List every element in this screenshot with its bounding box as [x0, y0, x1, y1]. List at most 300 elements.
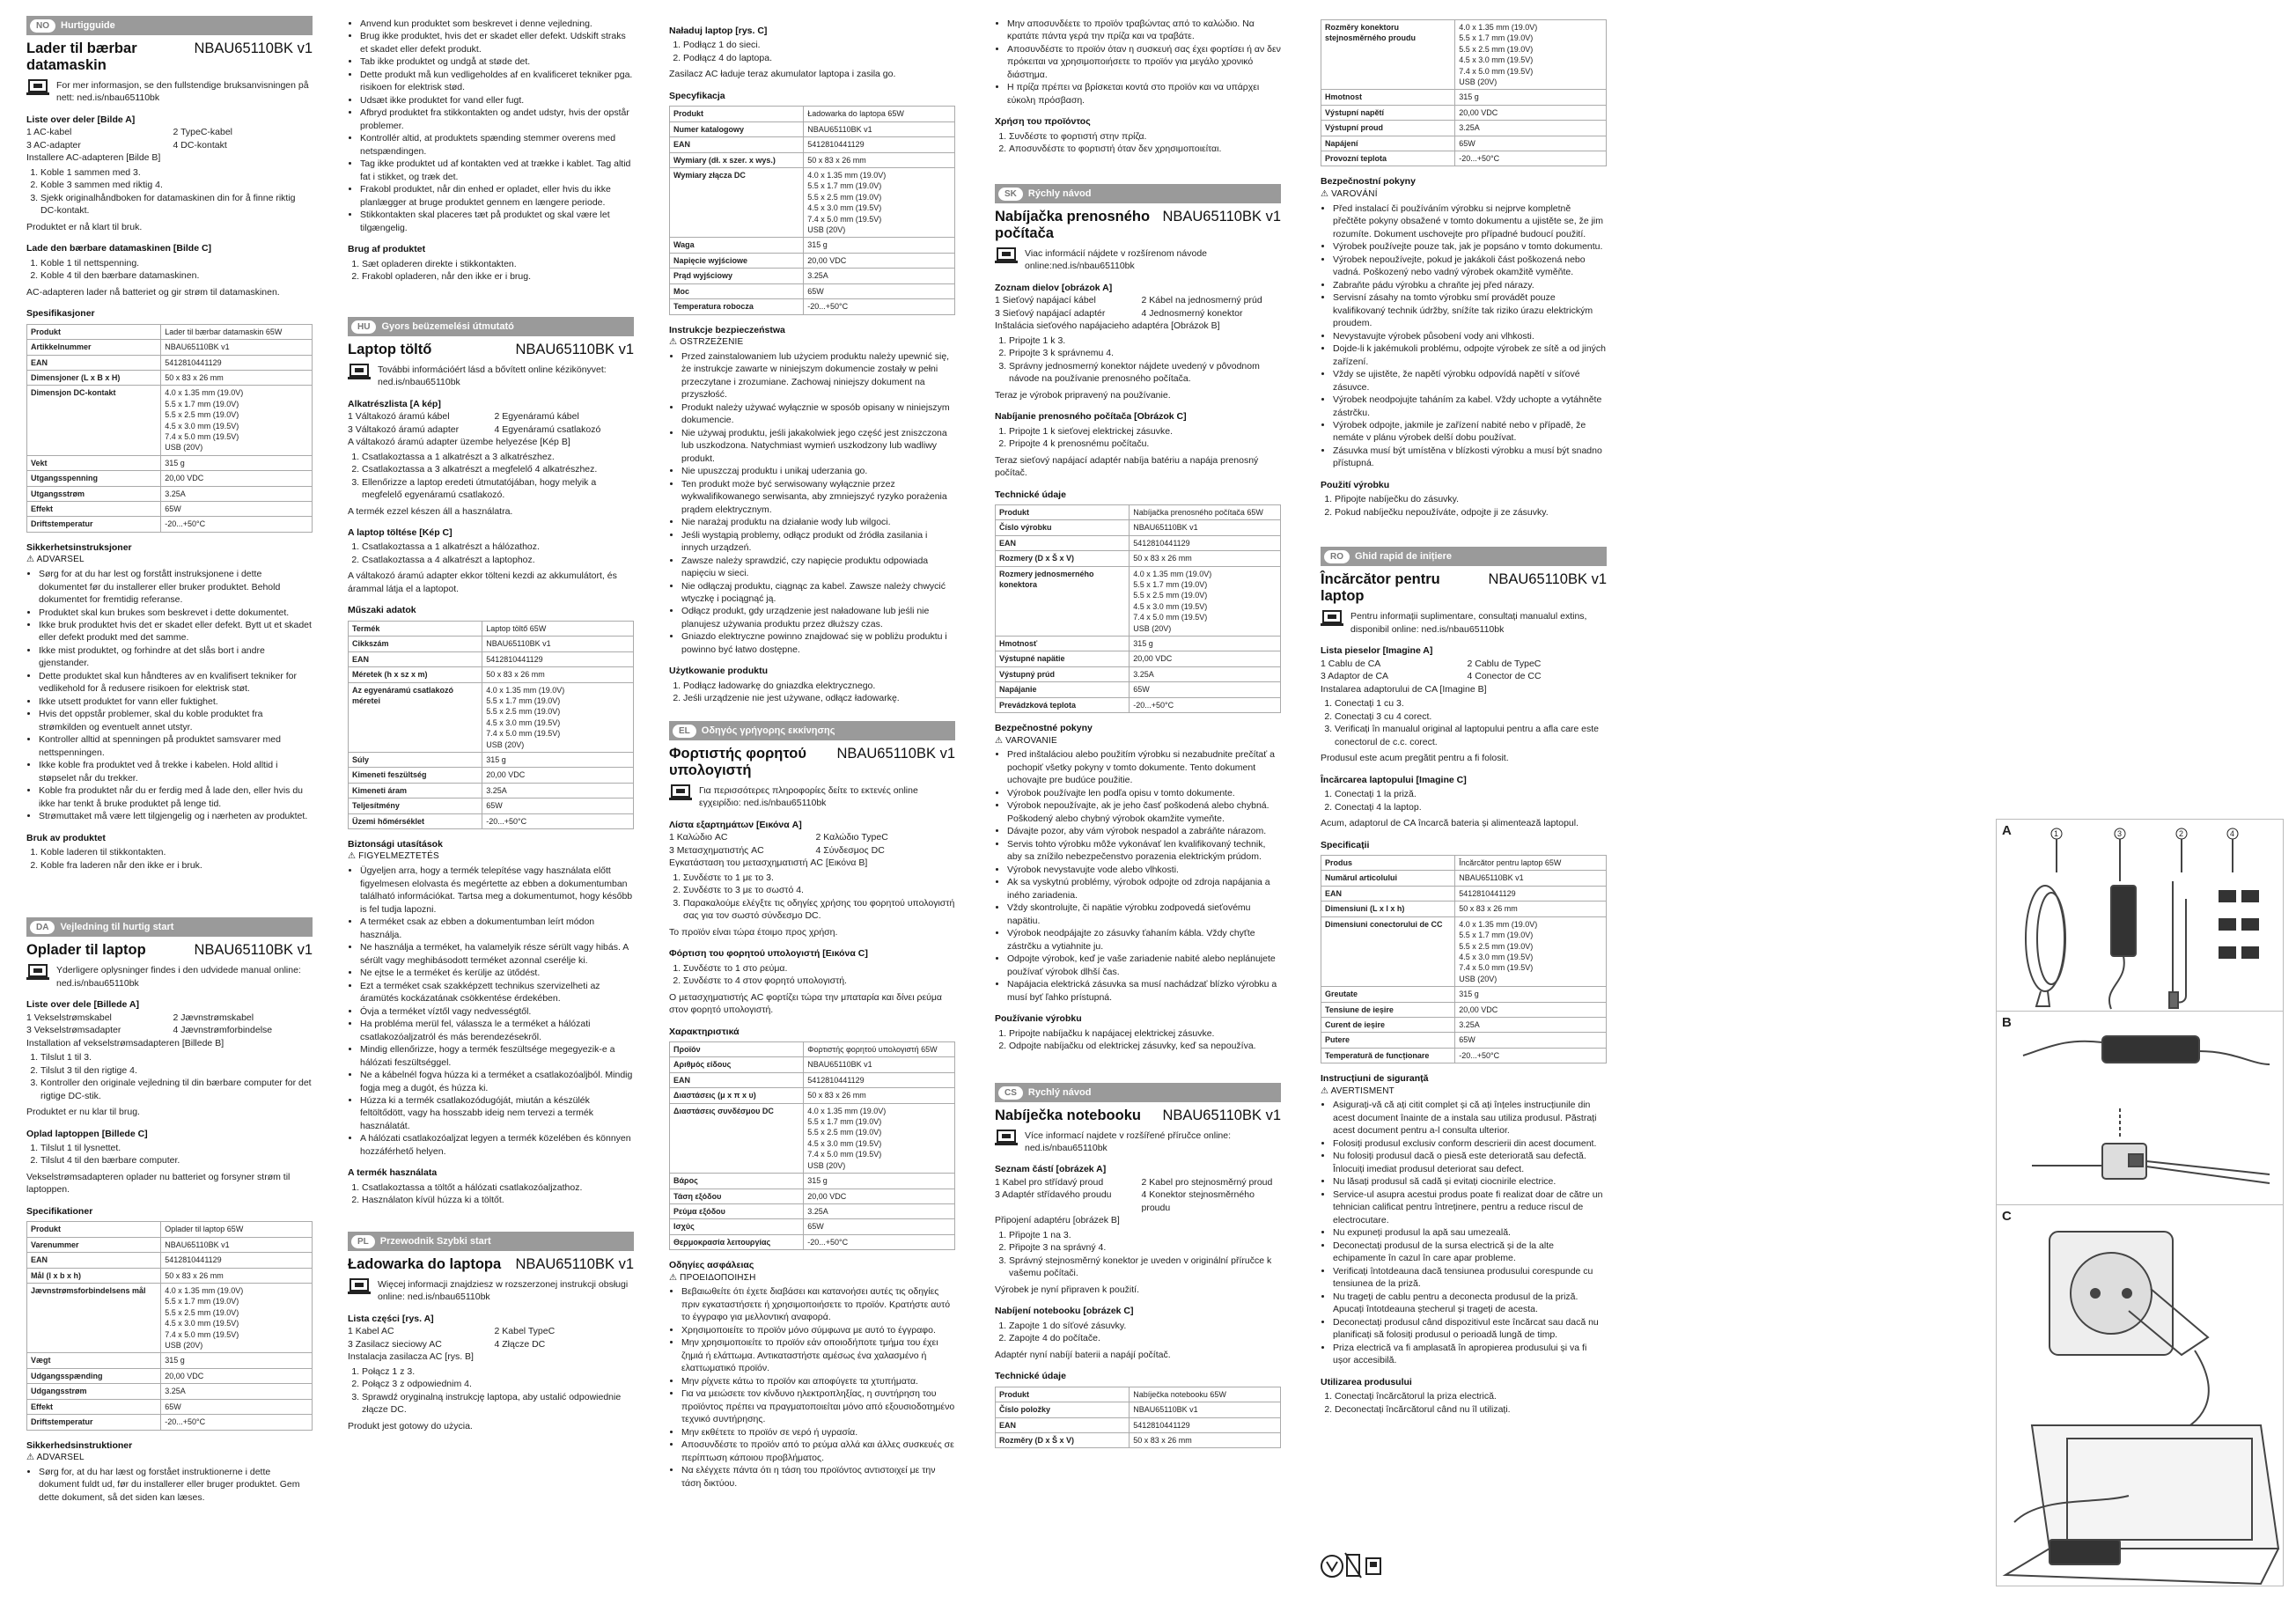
laptop-manual-icon	[348, 1278, 371, 1295]
pl-use-item: 1. Podłącz ładowarkę do gniazdka elektrycznego.	[683, 680, 955, 692]
figure-c-label: C	[2002, 1209, 2012, 1224]
el-spec-row	[670, 1088, 955, 1103]
ro-spec-key: Putere	[1321, 1033, 1455, 1048]
ro-safety-list	[1321, 1099, 1607, 1366]
no-info	[26, 79, 313, 105]
c2-safety-item: • Afbryd produktet fra stikkontakten og andet udstyr, hvis der opstår problemer.	[360, 107, 634, 132]
column-4	[995, 16, 1281, 1453]
da-spec-value: -20...+50°C	[161, 1415, 313, 1430]
da-spec-row	[27, 1368, 313, 1383]
laptop-manual-icon	[26, 964, 49, 981]
ro-spec-row	[1321, 1048, 1607, 1063]
hu-spec-table	[348, 621, 634, 829]
hu-spec-value: 20,00 VDC	[482, 768, 634, 783]
hu-charge-item: 1. Csatlakoztassa a 1 alkatrészt a hálózathoz.	[362, 541, 634, 553]
no-spec-value: -20...+50°C	[161, 517, 313, 532]
no-safety-item: • Ikke mist produktet, og forhindre at det slås bort i andre gjenstander.	[39, 644, 313, 670]
no-install-item: 3. Sjekk originalhåndboken for datamaskinen din for å finne riktig DC-kontakt.	[40, 192, 313, 217]
no-spec-row	[27, 455, 313, 470]
ro-safety-item: • Service-ul asupra acestui produs poate fi realizat doar de către un tehnician calificat pentru întreținere, pentru a reduce riscul de electrocutare.	[1333, 1189, 1607, 1226]
sk-safety-item: • Výrobok používajte len podľa opisu v tomto dokumente.	[1007, 787, 1281, 799]
ro-use-item: 2. Deconectați încărcătorul când nu îl utilizați.	[1335, 1403, 1607, 1416]
pl-spec-key: Prąd wyjściowy	[670, 269, 804, 283]
pl-spec-value: Ładowarka do laptopa 65W	[804, 107, 955, 121]
no-safety-item: • Ikke bruk produktet hvis det er skadet eller defekt. Bytt ut et skadet eller defekt produkt med det samme.	[39, 619, 313, 644]
c5-spec-row	[1321, 151, 1607, 166]
ro-charge-note: Acum, adaptorul de CA încarcă bateria și alimentează laptopul.	[1321, 818, 1579, 829]
no-spec-key: EAN	[27, 355, 161, 370]
da-charge-list	[26, 1142, 313, 1167]
pl-part: 3 Zasilacz sieciowy AC	[348, 1338, 442, 1350]
el-safety-item: • Μην χρησιμοποιείτε το προϊόν εάν οποιοδήποτε τμήμα του έχει ζημιά ή ελάττωμα. Αντικαταστήστε αμέσως ένα χαλασμένο ή ελαττωματικό προϊόν.	[681, 1336, 955, 1374]
cs-header-label: Rychlý návod	[1027, 1086, 1092, 1098]
pl-warning-label: ⚠ OSTRZEŻENIE	[669, 336, 955, 349]
el-spec-row	[670, 1057, 955, 1072]
no-part: 2 TypeC-kabel	[173, 127, 233, 138]
sk-spec-key: EAN	[996, 535, 1130, 550]
pl-part: 4 Złącze DC	[494, 1338, 546, 1350]
el-safety-item: • Αποσυνδέστε το προϊόν από το ρεύμα αλλά και άλλες συσκευές σε περίπτωση κάποιου προβλήματος.	[681, 1439, 955, 1464]
figure-a-drawing	[1997, 820, 2283, 1024]
da-spec-table	[26, 1221, 313, 1430]
hu-spec-key: Súly	[349, 752, 482, 767]
cs-part: 2 Kabel pro stejnosměrný proud	[1141, 1176, 1273, 1188]
ro-spec-row	[1321, 871, 1607, 886]
figure-b-drawing	[1997, 1012, 2283, 1205]
cs-spec-row	[996, 1402, 1281, 1417]
pl-spec-row	[670, 168, 955, 238]
da-spec-value: 3.25A	[161, 1384, 313, 1399]
no-spec-row	[27, 471, 313, 486]
cs-spec-value: 50 x 83 x 26 mm	[1130, 1432, 1281, 1447]
c2-safety-item: • Stikkontakten skal placeres tæt på produktet og skal være let tilgængelig.	[360, 209, 634, 234]
no-spec-heading: Spesifikasjoner	[26, 308, 95, 320]
pl-charge-note: Zasilacz AC ładuje teraz akumulator laptopa i zasila go.	[669, 69, 896, 80]
el-part: 1 Καλώδιο AC	[669, 832, 728, 843]
sk-spec-heading: Technické údaje	[995, 489, 1066, 500]
no-header-bar	[26, 16, 313, 35]
ro-spec-key: Produs	[1321, 856, 1455, 871]
da-safety-heading: Sikkerhedsinstruktioner	[26, 1439, 133, 1451]
no-charge-heading: Lade den bærbare datamaskinen [Bilde C]	[26, 243, 212, 254]
ro-header-label: Ghid rapid de inițiere	[1355, 551, 1453, 563]
el-charge-item: 1. Συνδέστε το 1 στο ρεύμα.	[683, 962, 955, 975]
hu-spec-row	[349, 637, 634, 651]
no-spec-key: Utgangsspenning	[27, 471, 161, 486]
pl-safety-item: • Przed zainstalowaniem lub użyciem produktu należy upewnić się, że instrukcje zawarte w niniejszym dokumencie zostały w pełni przeczytane i zrozumiane. Zachowaj niniejszy dokument na przyszłość.	[681, 350, 955, 401]
no-spec-key: Vekt	[27, 455, 161, 470]
c5-spec-value: 20,00 VDC	[1455, 105, 1607, 120]
el-spec-row	[670, 1174, 955, 1189]
c5-spec-row	[1321, 90, 1607, 105]
hu-safety-list	[348, 865, 634, 1158]
el-part: 3 Μετασχηματιστής AC	[669, 844, 764, 856]
cs-spec-heading: Technické údaje	[995, 1371, 1066, 1382]
da-spec-row	[27, 1222, 313, 1237]
sk-spec-value: 4.0 x 1.35 mm (19.0V) 5.5 x 1.7 mm (19.0V) 5.5 x 2.5 mm (19.0V) 4.5 x 3.0 mm (19.5V) 7.4 x 5.0 mm (19.5V) USB (20V)	[1130, 566, 1281, 636]
da-spec-row	[27, 1253, 313, 1268]
el-spec-row	[670, 1203, 955, 1218]
hu-install-item: 2. Csatlakoztassa a 3 alkatrészt a megfelelő 4 alkatrészhez.	[362, 463, 634, 475]
el-spec-row	[670, 1189, 955, 1203]
no-spec-row	[27, 324, 313, 339]
el-spec-value: -20...+50°C	[804, 1234, 955, 1249]
cs-ready-text: Výrobek je nyní připraven k použití.	[995, 1284, 1140, 1295]
ro-spec-key: Greutate	[1321, 987, 1455, 1002]
pl-charge-heading: Naładuj laptop [rys. C]	[669, 26, 768, 36]
el-spec-key: Ρεύμα εξόδου	[670, 1203, 804, 1218]
section-hu	[348, 317, 634, 1207]
sk-safety-item: • Odpojte výrobok, keď je vaše zariadenie nabité alebo neplánujete používať výrobok dlhší čas.	[1007, 953, 1281, 978]
pl-safety-list	[669, 350, 955, 657]
hu-use-item: 2. Használaton kívül húzza ki a töltőt.	[362, 1194, 634, 1206]
el-spec-key: Βάρος	[670, 1174, 804, 1189]
c5-safety-item: • Před instalací či používáním výrobku si nejprve kompletně přečtěte pokyny obsažené v tomto dokumentu a ujistěte se, že jim rozumíte. Dokument uschovejte pro případné budoucí použití.	[1333, 202, 1607, 240]
hu-spec-value: 50 x 83 x 26 mm	[482, 667, 634, 682]
pl-safety-item: • Produkt należy używać wyłącznie w sposób opisany w niniejszym dokumencie.	[681, 401, 955, 427]
ro-spec-row	[1321, 987, 1607, 1002]
pl-spec-row	[670, 299, 955, 314]
el-spec-key: Αριθμός είδους	[670, 1057, 804, 1072]
c5-use-item: 1. Připojte nabíječku do zásuvky.	[1335, 493, 1607, 505]
da-spec-key: Vægt	[27, 1353, 161, 1368]
hu-charge-item: 2. Csatlakoztassa a 4 alkatrészt a laptophoz.	[362, 554, 634, 566]
da-spec-row	[27, 1384, 313, 1399]
da-spec-row	[27, 1268, 313, 1283]
sk-spec-row	[996, 551, 1281, 566]
hu-parts-heading: Alkatrészlista [A kép]	[348, 398, 441, 409]
pl-use-heading: Użytkowanie produktu	[669, 666, 769, 677]
no-title: Lader til bærbar datamaskin	[26, 40, 137, 73]
pl-spec-key: Temperatura robocza	[670, 299, 804, 314]
pl-safety-item: • Nie odłączaj produktu, ciągnąc za kabel. Zawsze należy chwycić wtyczkę i pociągnąć ją.	[681, 580, 955, 606]
ro-spec-value: 4.0 x 1.35 mm (19.0V) 5.5 x 1.7 mm (19.0V) 5.5 x 2.5 mm (19.0V) 4.5 x 3.0 mm (19.5V) 7.4 x 5.0 mm (19.5V) USB (20V)	[1455, 916, 1607, 986]
ro-use-heading: Utilizarea produsului	[1321, 1376, 1412, 1387]
da-spec-value: 20,00 VDC	[161, 1368, 313, 1383]
cs-spec-key: Produkt	[996, 1387, 1130, 1402]
pl-spec-row	[670, 107, 955, 121]
da-spec-value: 5412810441129	[161, 1253, 313, 1268]
da-part: 2 Jævnstrømskabel	[173, 1012, 254, 1023]
ro-spec-key: Dimensiuni conectorului de CC	[1321, 916, 1455, 986]
hu-safety-item: • Mindig ellenőrizze, hogy a termék feszültsége megegyezik-e a hálózati feszültséggel.	[360, 1043, 634, 1069]
ro-spec-value: -20...+50°C	[1455, 1048, 1607, 1063]
sk-charge-item: 1. Pripojte 1 k sieťovej elektrickej zásuvke.	[1009, 425, 1281, 438]
da-info-text: Yderligere oplysninger findes i den udvidede manual online: ned.is/nbau65110bk	[56, 965, 301, 989]
cs-model: NBAU65110BK v1	[1162, 1107, 1281, 1123]
cs-parts	[995, 1176, 1281, 1214]
sk-title: Nabíjačka prenosného počítača	[995, 208, 1151, 241]
no-use-list	[26, 846, 313, 872]
pl-spec-value: 5412810441129	[804, 137, 955, 152]
no-safety-item: • Produktet skal kun brukes som beskrevet i dette dokumentet.	[39, 607, 313, 619]
cs-title-row	[995, 1108, 1281, 1124]
da-parts	[26, 1012, 313, 1037]
weee-recycling-icon	[1321, 1549, 1384, 1583]
ro-spec-key: Tensiune de ieșire	[1321, 1002, 1455, 1017]
c2-use-heading: Brug af produktet	[348, 244, 426, 255]
sk-charge-item: 2. Pripojte 4 k prenosnému počítaču.	[1009, 438, 1281, 450]
hu-spec-row	[349, 798, 634, 813]
sk-spec-row	[996, 505, 1281, 520]
sk-spec-key: Produkt	[996, 505, 1130, 520]
el-charge-note: Ο μετασχηματιστής AC φορτίζει τώρα την μπαταρία και δίνει ρεύμα στον φορητό υπολογιστή.	[669, 991, 942, 1016]
pl-safety-item: • Nie narażaj produktu na działanie wody lub wilgoci.	[681, 516, 955, 528]
ro-spec-value: 3.25A	[1455, 1017, 1607, 1032]
sk-charge-note: Teraz sieťový napájací adaptér nabíja batériu a napája prenosný počítač.	[995, 454, 1259, 479]
no-spec-row	[27, 386, 313, 455]
sk-safety-item: • Ak sa vyskytnú problémy, výrobok odpojte od zdroja napájania a iného zariadenia.	[1007, 876, 1281, 902]
el-charge-item: 2. Συνδέστε το 4 στον φορητό υπολογιστή.	[683, 975, 955, 987]
sk-safety-heading: Bezpečnostné pokyny	[995, 723, 1093, 734]
hu-ready-text: A termék ezzel készen áll a használatra.	[348, 505, 513, 517]
no-spec-value: 65W	[161, 501, 313, 516]
ro-spec-key: Dimensiuni (L x l x h)	[1321, 902, 1455, 916]
pl-charge-item: 1. Podłącz 1 do sieci.	[683, 39, 955, 51]
da-spec-key: Udgangsstrøm	[27, 1384, 161, 1399]
da-parts-heading: Liste over dele [Billede A]	[26, 999, 139, 1011]
c5-spec-value: 3.25A	[1455, 121, 1607, 136]
no-spec-row	[27, 370, 313, 385]
c5-safety-item: • Výrobek neodpojujte taháním za kabel. Vždy uchopte a vytáhněte zástrčku.	[1333, 394, 1607, 419]
hu-spec-value: 4.0 x 1.35 mm (19.0V) 5.5 x 1.7 mm (19.0V) 5.5 x 2.5 mm (19.0V) 4.5 x 3.0 mm (19.5V) 7.4 x 5.0 mm (19.5V) USB (20V)	[482, 682, 634, 752]
sk-model: NBAU65110BK v1	[1162, 208, 1281, 224]
column-3	[669, 16, 955, 1493]
c2-safety-item: • Dette produkt må kun vedligeholdes af en kvalificeret tekniker pga. risikoen for elektrisk stød.	[360, 69, 634, 94]
ro-install-heading: Instalarea adaptorului de CA [Imagine B]	[1321, 683, 1487, 695]
laptop-manual-icon	[669, 784, 692, 801]
hu-safety-item: • Ezt a terméket csak szakképzett technikus szervizelheti az áramütés kockázatának csökkentése érdekében.	[360, 980, 634, 1005]
pl-header-label: Przewodnik Szybki start	[379, 1235, 491, 1247]
sk-use-list	[995, 1027, 1281, 1053]
sk-spec-value: 3.25A	[1130, 666, 1281, 681]
el-spec-value: 20,00 VDC	[804, 1189, 955, 1203]
da-title: Oplader til laptop	[26, 942, 146, 959]
hu-part: 2 Egyenáramú kábel	[494, 411, 579, 423]
ro-safety-item: • Nu expuneți produsul la apă sau umezeală.	[1333, 1226, 1607, 1239]
sk-spec-table	[995, 504, 1281, 713]
pl-part: 2 Kabel TypeC	[494, 1326, 556, 1337]
el-ready-text: Το προϊόν είναι τώρα έτοιμο προς χρήση.	[669, 926, 838, 938]
el-spec-table	[669, 1041, 955, 1250]
sk-spec-key: Výstupné napätie	[996, 651, 1130, 666]
c2-safety-item: • Anvend kun produktet som beskrevet i denne vejledning.	[360, 18, 634, 30]
no-info-text: For mer informasjon, se den fullstendige bruksanvisningen på nett: ned.is/nbau65110bk	[56, 79, 309, 104]
cs-spec-key: EAN	[996, 1417, 1130, 1432]
no-charge-item: 2. Koble 4 til den bærbare datamaskinen.	[40, 269, 313, 282]
el-parts-heading: Λίστα εξαρτημάτων [Εικόνα A]	[669, 819, 802, 830]
cs-spec-value: 5412810441129	[1130, 1417, 1281, 1432]
no-spec-key: Driftstemperatur	[27, 517, 161, 532]
da-charge-item: 1. Tilslut 1 til lysnettet.	[40, 1142, 313, 1154]
sk-warning-label: ⚠ VAROVANIE	[995, 735, 1281, 747]
el-spec-key: EAN	[670, 1072, 804, 1087]
pl-install-item: 2. Połącz 3 z odpowiednim 4.	[362, 1378, 634, 1390]
hu-spec-key: Cikkszám	[349, 637, 482, 651]
callout-3: 2	[2179, 829, 2184, 838]
el-spec-key: Θερμοκρασία λειτουργίας	[670, 1234, 804, 1249]
el-spec-value: NBAU65110BK v1	[804, 1057, 955, 1072]
c5-safety-list	[1321, 202, 1607, 470]
pl-spec-key: Waga	[670, 238, 804, 253]
no-safety-item: • Kontroller alltid at spenningen på produktet samsvarer med nettspenningen.	[39, 733, 313, 759]
el-safety-item: • Για να μειώσετε τον κίνδυνο ηλεκτροπληξίας, η συντήρηση του προϊόντος πρέπει να πραγματοποιείται μόνο από εξουσιοδοτημένο τεχνικό συντήρησης.	[681, 1387, 955, 1425]
hu-safety-item: • Húzza ki a termék csatlakozódugóját, miután a készülék feltöltődött, vagy ha hosszabb ideig nem tervezi a termék használatát.	[360, 1094, 634, 1132]
ro-spec-key: Curent de ieșire	[1321, 1017, 1455, 1032]
hu-safety-item: • Ne a kábelnél fogva húzza ki a terméket a csatlakozóaljból. Mindig fogja meg a dugót, és húzza ki.	[360, 1069, 634, 1094]
hu-spec-key: Kimeneti feszültség	[349, 768, 482, 783]
el-spec-row	[670, 1234, 955, 1249]
pl-safety-heading: Instrukcje bezpieczeństwa	[669, 324, 785, 335]
pl-ready-text: Produkt jest gotowy do użycia.	[348, 1420, 473, 1431]
cs-install-item: 3. Správný stejnosměrný konektor je uveden v originální příručce k vašemu počítači.	[1009, 1255, 1281, 1280]
ro-safety-item: • Priza electrică va fi amplasată în apropierea produsului și va fi ușor accesibilă.	[1333, 1342, 1607, 1367]
column-5	[1321, 16, 1607, 1419]
sk-safety-list	[995, 748, 1281, 1004]
no-safety-item: • Hvis det oppstår problemer, skal du koble produktet fra strømkilden og eventuelt annet utstyr.	[39, 708, 313, 733]
hu-spec-key: Üzemi hőmérséklet	[349, 813, 482, 828]
continuation-el	[995, 18, 1281, 156]
hu-spec-key: Az egyenáramú csatlakozó méretei	[349, 682, 482, 752]
c2-use-list	[348, 258, 634, 283]
ro-spec-value: Încărcător pentru laptop 65W	[1455, 856, 1607, 871]
el-spec-row	[670, 1072, 955, 1087]
hu-spec-value: Laptop töltő 65W	[482, 621, 634, 636]
el-spec-key: Τάση εξόδου	[670, 1189, 804, 1203]
sk-install-heading: Inštalácia sieťového napájacieho adaptéra [Obrázok B]	[995, 320, 1220, 332]
hu-spec-row	[349, 783, 634, 798]
no-charge-list	[26, 257, 313, 283]
pl-info	[348, 1278, 634, 1304]
cs-spec-value: Nabíječka notebooku 65W	[1130, 1387, 1281, 1402]
sk-header-bar	[995, 184, 1281, 203]
el-spec-heading: Χαρακτηριστικά	[669, 1026, 740, 1037]
sk-safety-item: • Výrobok nevystavujte vode alebo vlhkosti.	[1007, 864, 1281, 876]
callout-2: 3	[2117, 829, 2123, 838]
no-warning-label: ⚠ ADVARSEL	[26, 554, 313, 566]
c5-spec-key: Výstupní napětí	[1321, 105, 1455, 120]
c5-spec-key: Napájení	[1321, 136, 1455, 151]
c5-spec-key: Provozní teplota	[1321, 151, 1455, 166]
ro-safety-item: • Deconectați produsul de la sursa electrică și de la alte echipamente în cazul în care apar probleme.	[1333, 1240, 1607, 1265]
da-spec-row	[27, 1284, 313, 1353]
hu-spec-value: 315 g	[482, 752, 634, 767]
sk-spec-row	[996, 520, 1281, 535]
sk-language-badge: SK	[998, 188, 1023, 201]
da-install-list	[26, 1051, 313, 1102]
sk-ready-text: Teraz je výrobok pripravený na používanie.	[995, 389, 1171, 401]
sk-info	[995, 247, 1281, 273]
hu-info	[348, 364, 634, 389]
el-spec-row	[670, 1042, 955, 1057]
da-charge-note: Vekselstrømsadapteren oplader nu batteriet og forsyner strøm til laptoppen.	[26, 1171, 291, 1196]
ro-charge-item: 1. Conectați 1 la priză.	[1335, 788, 1607, 800]
hu-safety-item: • A hálózati csatlakozóaljzat legyen a termék közelében és könnyen hozzáférhető helyen.	[360, 1132, 634, 1158]
no-safety-list	[26, 568, 313, 823]
hu-part: 3 Váltakozó áramú adapter	[348, 423, 460, 435]
cs-spec-row	[996, 1387, 1281, 1402]
pl-spec-value: 3.25A	[804, 269, 955, 283]
pl-safety-item: • Gniazdo elektryczne powinno znajdować się w pobliżu produktu i powinno być łatwo dostępne.	[681, 630, 955, 656]
c5-spec-value: 4.0 x 1.35 mm (19.0V) 5.5 x 1.7 mm (19.0V) 5.5 x 2.5 mm (19.0V) 4.5 x 3.0 mm (19.5V) 7.4 x 5.0 mm (19.5V) USB (20V)	[1455, 20, 1607, 90]
ro-title-row	[1321, 571, 1607, 605]
sk-info-text: Viac informácií nájdete v rozšírenom návode online:ned.is/nbau65110bk	[1025, 247, 1207, 272]
pl-install-item: 3. Sprawdź oryginalną instrukcję laptopa, aby ustalić odpowiednie złącze DC.	[362, 1391, 634, 1417]
laptop-manual-icon	[26, 79, 49, 96]
c4-use-heading: Χρήση του προϊόντος	[995, 116, 1091, 128]
no-spec-value: 315 g	[161, 455, 313, 470]
pl-spec-row	[670, 238, 955, 253]
pl-install-item: 1. Połącz 1 z 3.	[362, 1365, 634, 1378]
hu-spec-row	[349, 752, 634, 767]
cs-part: 4 Konektor stejnosměrného proudu	[1141, 1189, 1255, 1213]
laptop-manual-icon	[348, 364, 371, 380]
da-spec-heading: Specifikationer	[26, 1205, 93, 1217]
sk-spec-row	[996, 682, 1281, 697]
no-install-item: 2. Koble 3 sammen med riktig 4.	[40, 179, 313, 191]
da-info	[26, 964, 313, 990]
c5-spec-value: 315 g	[1455, 90, 1607, 105]
hu-spec-key: EAN	[349, 651, 482, 666]
cs-language-badge: CS	[998, 1086, 1023, 1100]
c5-safety-heading: Bezpečnostní pokyny	[1321, 176, 1416, 188]
callout-4: 4	[2230, 829, 2235, 838]
sk-parts-heading: Zoznam dielov [obrázok A]	[995, 282, 1113, 293]
ro-spec-row	[1321, 1033, 1607, 1048]
el-header-label: Οδηγός γρήγορης εκκίνησης	[701, 725, 835, 736]
pl-spec-row	[670, 269, 955, 283]
section-pl-cont	[669, 25, 955, 705]
hu-spec-row	[349, 651, 634, 666]
el-spec-key: Διαστάσεις συνδέσμου DC	[670, 1103, 804, 1173]
el-header-bar	[669, 721, 955, 740]
hu-use-item: 1. Csatlakoztassa a töltőt a hálózati csatlakozóaljzathoz.	[362, 1181, 634, 1194]
cs-install-heading: Připojení adaptéru [obrázek B]	[995, 1215, 1120, 1226]
continuation-cs	[1321, 19, 1607, 519]
pl-parts	[348, 1325, 634, 1350]
el-charge-heading: Φόρτιση του φορητού υπολογιστή [Εικόνα C]	[669, 948, 868, 960]
c4-safety-item: • Η πρίζα πρέπει να βρίσκεται κοντά στο προϊόν και να υπάρχει εύκολη πρόσβαση.	[1007, 81, 1281, 107]
el-spec-value: 50 x 83 x 26 mm	[804, 1088, 955, 1103]
c5-safety-item: • Výrobek nepoužívejte, pokud je jakákoli část poškozená nebo vadná. Poškozený nebo vadný výrobek okamžitě vyměňte.	[1333, 254, 1607, 279]
hu-spec-value: 3.25A	[482, 783, 634, 798]
el-spec-row	[670, 1219, 955, 1234]
el-spec-value: 5412810441129	[804, 1072, 955, 1087]
pl-spec-key: Napięcie wyjściowe	[670, 253, 804, 268]
c5-safety-item: • Dojde-li k jakémukoli problému, odpojte výrobek ze sítě a od jiných zařízení.	[1333, 342, 1607, 368]
sk-part: 2 Kábel na jednosmerný prúd	[1141, 295, 1262, 306]
sk-safety-item: • Servis tohto výrobku môže vykonávať len kvalifikovaný technik, aby sa znížilo nebezpečenstvo porazenia elektrickým prúdom.	[1007, 838, 1281, 864]
pl-spec-value: NBAU65110BK v1	[804, 121, 955, 136]
c5-safety-item: • Nevystavujte výrobek působení vody ani vlhkosti.	[1333, 330, 1607, 342]
c5-safety-item: • Výrobek odpojte, jakmile je zařízení nabité nebo v případě, že nemáte v plánu výrobek delší dobu používat.	[1333, 419, 1607, 445]
no-model: NBAU65110BK v1	[194, 40, 313, 56]
sk-spec-value: 5412810441129	[1130, 535, 1281, 550]
ro-spec-table	[1321, 855, 1607, 1063]
c5-use-list	[1321, 493, 1607, 519]
ro-install-item: 2. Conectați 3 cu 4 corect.	[1335, 710, 1607, 723]
no-spec-key: Produkt	[27, 324, 161, 339]
sk-spec-value: 20,00 VDC	[1130, 651, 1281, 666]
no-safety-item: • Strømuttaket må være lett tilgjengelig og i nærheten av produktet.	[39, 810, 313, 822]
sk-spec-value: -20...+50°C	[1130, 697, 1281, 712]
cs-charge-item: 2. Zapojte 4 do počítače.	[1009, 1332, 1281, 1344]
no-parts	[26, 126, 313, 151]
sk-spec-value: 50 x 83 x 26 mm	[1130, 551, 1281, 566]
cs-spec-row	[996, 1432, 1281, 1447]
sk-safety-item: • Výrobok nepoužívajte, ak je jeho časť poškodená alebo chybná. Poškodený alebo chybný výrobok okamžite vymeňte.	[1007, 799, 1281, 825]
da-spec-key: Jævnstrømsforbindelsens mål	[27, 1284, 161, 1353]
